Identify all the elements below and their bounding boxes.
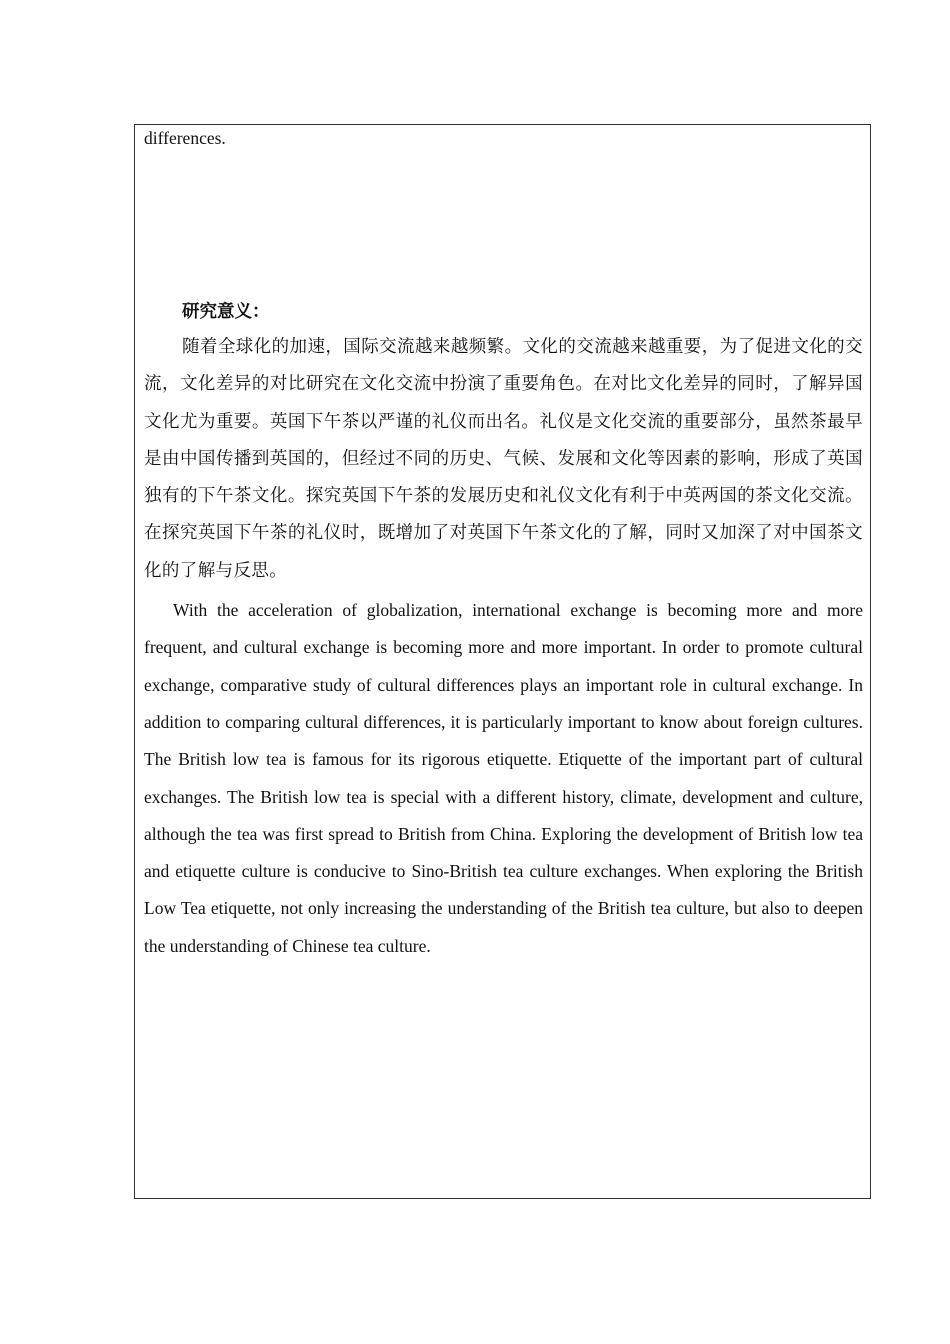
paragraph-english: With the acceleration of globalization, international exchange is becoming more and more frequent, and cultural exchange is becoming more and more important. In order to promote cultural exchange, comparative study of cultural differences plays an important role in cultural exchange. In addition to comparing cultural differences, it is particularly important to know about foreign cultures. The British low tea is famous for its rigorous etiquette. Etiquette of the important part of cultural exchanges. The British low tea is special with a different history, climate, development and culture, although the tea was first spread to British from China. Exploring the development of British low tea and etiquette culture is conducive to Sino-British tea culture exchanges. When exploring the British Low Tea etiquette, not only increasing the understanding of the British tea culture, but also to deepen the understanding of Chinese tea culture. (144, 600, 863, 956)
paragraph-chinese: 随着全球化的加速，国际交流越来越频繁。文化的交流越来越重要，为了促进文化的交流，文化差异的对比研究在文化交流中扮演了重要角色。在对比文化差异的同时，了解异国文化尤为重要。英国下午茶以严谨的礼仪而出名。礼仪是文化交流的重要部分，虽然茶最早是由中国传播到英国的，但经过不同的历史、气候、发展和文化等因素的影响，形成了英国独有的下午茶文化。探究英国下午茶的发展历史和礼仪文化有利于中英两国的茶文化交流。在探究英国下午茶的礼仪时，既增加了对英国下午茶文化的了解，同时又加深了对中国茶文化的了解与反思。 (144, 337, 863, 581)
cell-content (144, 125, 863, 965)
carryover-text: differences. (144, 128, 226, 148)
section-heading-significance: 研究意义： (182, 302, 270, 322)
document-table-cell (134, 124, 871, 1199)
